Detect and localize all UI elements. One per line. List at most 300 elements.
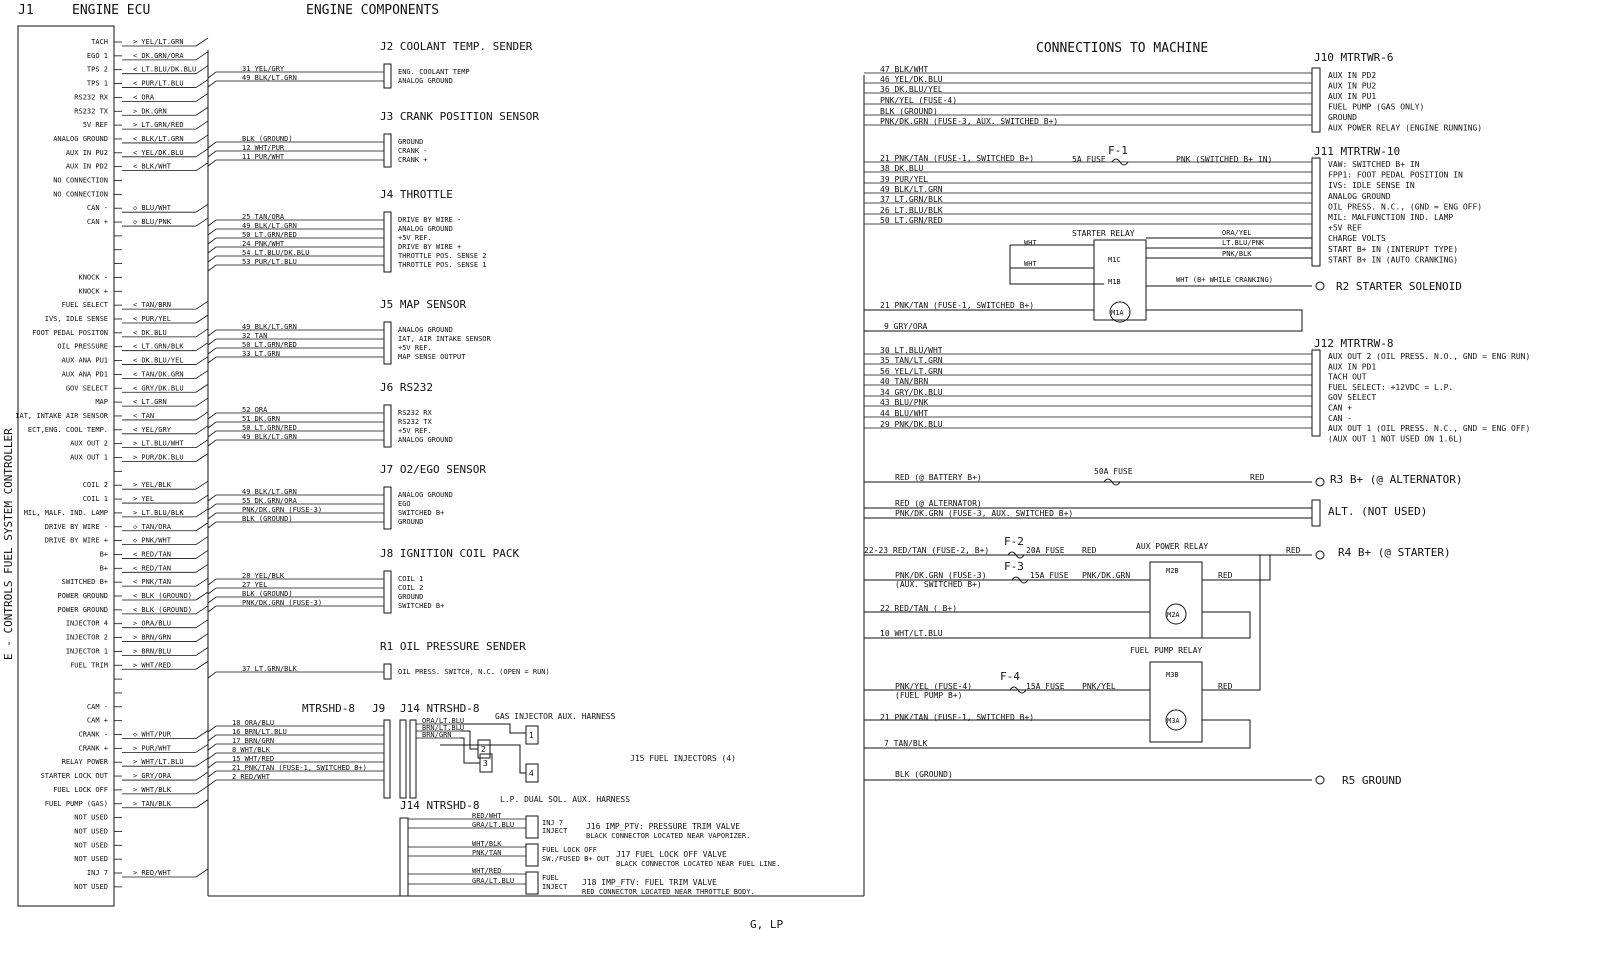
- j15-label: J15 FUEL INJECTORS (4): [630, 754, 736, 763]
- j12-pin: AUX OUT 2 (OIL PRESS. N.O., GND = ENG RUN): [1328, 352, 1531, 361]
- component-title: R1 OIL PRESSURE SENDER: [380, 640, 526, 653]
- m1a-label: M1A: [1111, 309, 1124, 317]
- component-wire: 32 TAN: [242, 332, 268, 340]
- fuse-5a-label: 5A FUSE: [1072, 155, 1106, 164]
- ecu-pin-label: CAM -: [86, 702, 108, 711]
- component-pin: GROUND: [398, 518, 424, 526]
- ecu-pin-wire: > WHT/BLK: [133, 785, 171, 794]
- component-pin: COIL 1: [398, 575, 424, 583]
- component-title: J5 MAP SENSOR: [380, 298, 467, 311]
- ecu-pin-label: DRIVE BY WIRE -: [44, 522, 108, 531]
- ecu-pin-wire: ◇ WHT/PUR: [133, 730, 171, 739]
- ecu-pin-label: AUX IN PU2: [65, 148, 108, 157]
- relay-wire-2: LT.BLU/PNK: [1222, 239, 1265, 247]
- footer-label: G, LP: [750, 918, 784, 931]
- component-connector: [384, 322, 391, 364]
- f3-label: F-3: [1004, 560, 1024, 573]
- j12-pin: GOV SELECT: [1328, 393, 1377, 403]
- component-wire: 49 BLK/LT.GRN: [242, 488, 297, 496]
- component-wire: 52 ORA: [242, 406, 268, 414]
- injector-right-wire: BRN/GRN: [422, 731, 452, 739]
- j18-label: J18 IMP_FTV: FUEL TRIM VALVE: [582, 878, 717, 887]
- pnk-dk-grn2-label: PNK/DK.GRN: [1082, 571, 1131, 580]
- component-pin: DRIVE BY WIRE -: [398, 216, 462, 224]
- component-title: J3 CRANK POSITION SENSOR: [380, 110, 539, 123]
- lower-wire: RED/WHT: [472, 812, 502, 820]
- j11-wire: 26 LT.BLU/BLK: [880, 206, 943, 215]
- fuse-15a2-label: 15A FUSE: [1026, 682, 1065, 691]
- alt-wire-2: PNK/DK.GRN (FUSE-3, AUX. SWITCHED B+): [895, 509, 1074, 518]
- component-connector: [384, 64, 391, 88]
- j14-label: J14 NTRSHD-8: [400, 702, 480, 715]
- ecu-pin-label: AUX OUT 2: [70, 439, 108, 448]
- ecu-pin-label: MIL, MALF. IND. LAMP: [23, 508, 108, 517]
- injector-wire: 17 BRN/GRN: [232, 737, 275, 745]
- component-wire: 49 BLK/LT.GRN: [242, 323, 297, 331]
- pnk-tan-label: 21 PNK/TAN (FUSE-1, SWITCHED B+): [880, 713, 1035, 722]
- j12-wire: 56 YEL/LT.GRN: [880, 367, 943, 376]
- component-pin: MAP SENSE OUTPUT: [398, 353, 466, 361]
- ecu-pin-label: COIL 1: [82, 495, 108, 504]
- ecu-pin-wire: < PUR/YEL: [133, 315, 171, 323]
- r2-label: R2 STARTER SOLENOID: [1336, 280, 1462, 293]
- f2-label: F-2: [1004, 535, 1024, 548]
- ecu-pin-label: SWITCHED B+: [61, 578, 108, 587]
- j10-connector: [1312, 68, 1320, 132]
- j14b-label: J14 NTRSHD-8: [400, 799, 480, 812]
- component-pin: ANALOG GROUND: [398, 225, 453, 233]
- component-wire: 27 YEL: [242, 581, 268, 589]
- pnk-yel2-label: PNK/YEL: [1082, 682, 1116, 691]
- component-wire: 50 LT.GRN/RED: [242, 424, 297, 432]
- component-title: J4 THROTTLE: [380, 188, 453, 201]
- j11-pin: ANALOG GROUND: [1328, 191, 1391, 201]
- ecu-pin-label: AUX IN PD2: [65, 162, 108, 171]
- component-wire: BLK (GROUND): [242, 515, 293, 523]
- component-pin: SWITCHED B+: [398, 509, 445, 517]
- component-pin: SWITCHED B+: [398, 602, 445, 610]
- ecu-pin-label: KNOCK -: [78, 273, 108, 282]
- ecu-pin-label: INJECTOR 4: [65, 619, 108, 628]
- j11-wire: 39 PUR/YEL: [880, 175, 929, 184]
- side-title: E - CONTROLS FUEL SYSTEM CONTROLLER: [2, 428, 15, 660]
- j1-label: J1: [18, 3, 34, 18]
- ecu-pin-label: INJECTOR 1: [65, 647, 108, 656]
- lower-wire: WHT/BLK: [472, 840, 502, 848]
- ecu-pin-label: CAM +: [86, 716, 108, 725]
- component-wire: 12 WHT/PUR: [242, 144, 285, 152]
- ecu-pin-label: GOV SELECT: [65, 384, 108, 393]
- m2b-label: M2B: [1166, 567, 1179, 575]
- r4-red-label: RED: [1082, 546, 1097, 555]
- ecu-pin-label: POWER GROUND: [57, 592, 108, 600]
- ecu-pin-label: MAP: [95, 398, 108, 407]
- fp-red-label: RED: [1218, 682, 1233, 691]
- component-wire: 54 LT.BLU/DK.BLU: [242, 249, 310, 257]
- aux-relay-label: AUX POWER RELAY: [1136, 542, 1209, 551]
- component-pin: RS232 TX: [398, 418, 432, 426]
- component-connector: [384, 134, 391, 167]
- component-pin: CRANK -: [398, 147, 428, 155]
- inj7-label: INJ 7: [542, 819, 564, 827]
- j11-wire: 49 BLK/LT.GRN: [880, 185, 943, 194]
- injector-2: 2: [481, 745, 486, 754]
- wht-b-label: WHT (B+ WHILE CRANKING): [1176, 276, 1273, 284]
- ecu-pin-label: FUEL TRIM: [70, 661, 108, 670]
- component-pin: ANALOG GROUND: [398, 436, 453, 444]
- aux-sw-label: (AUX. SWITCHED B+): [895, 580, 982, 589]
- ecu-pin-label: DRIVE BY WIRE +: [44, 536, 108, 545]
- m3a-label: M3A: [1167, 717, 1180, 725]
- component-wire: 49 BLK/LT.GRN: [242, 222, 297, 230]
- j17-label: J17 FUEL LOCK OFF VALVE: [616, 850, 727, 859]
- component-wire: 55 DK.GRN/ORA: [242, 497, 297, 505]
- component-pin: ANALOG GROUND: [398, 326, 453, 334]
- injector-wire: 16 BRN/LT.BLU: [232, 728, 287, 736]
- mtrshd-label: MTRSHD-8: [302, 702, 355, 715]
- component-pin: IAT, AIR INTAKE SENSOR: [398, 335, 491, 343]
- component-wire: 51 DK.GRN: [242, 415, 280, 423]
- component-wire: 49 BLK/LT.GRN: [242, 74, 297, 82]
- fuse-15a-label: 15A FUSE: [1030, 571, 1069, 580]
- tan-blk-label: 7 TAN/BLK: [884, 739, 928, 748]
- alt-label: ALT. (NOT USED): [1328, 505, 1428, 518]
- injector-wire: 21 PNK/TAN (FUSE-1, SWITCHED B+): [232, 764, 367, 772]
- ecu-pin-wire: > GRY/ORA: [133, 772, 171, 781]
- ecu-pin-wire: < DK.BLU/YEL: [133, 356, 184, 365]
- j11-wire: 21 PNK/TAN (FUSE-1, SWITCHED B+): [880, 154, 1035, 163]
- m3b-label: M3B: [1166, 671, 1179, 679]
- ecu-pin-label: RS232 RX: [74, 93, 108, 102]
- j9-label: J9: [372, 702, 386, 715]
- ecu-pin-wire: < PNK/TAN: [133, 578, 171, 587]
- component-title: J2 COOLANT TEMP. SENDER: [380, 40, 533, 53]
- j12-wire: 44 BLU/WHT: [880, 409, 929, 418]
- ecu-pin-wire: > WHT/LT.BLU: [133, 758, 184, 767]
- j11-pin: IVS: IDLE SENSE IN: [1328, 181, 1415, 191]
- component-wire: 33 LT.GRN: [242, 350, 280, 358]
- r4-red-label-2: RED: [1286, 546, 1301, 555]
- ecu-pin-wire: < DK.BLU: [133, 328, 167, 337]
- ecu-pin-wire: > BRN/BLU: [133, 647, 171, 656]
- ecu-pin-wire: < DK.GRN/ORA: [133, 51, 184, 60]
- ecu-pin-label: EGO 1: [86, 51, 108, 60]
- component-connector: [384, 571, 391, 613]
- component-pin: ENG. COOLANT TEMP: [398, 68, 470, 76]
- component-pin: THROTTLE POS. SENSE 1: [398, 261, 487, 269]
- ecu-pin-label: B+: [99, 564, 108, 573]
- ecu-pin-wire: < PUR/LT.BLU: [133, 79, 184, 88]
- machine-title: CONNECTIONS TO MACHINE: [1036, 41, 1209, 56]
- f1-label: F-1: [1108, 144, 1128, 157]
- component-connector: [384, 487, 391, 529]
- ecu-pin-label: RELAY POWER: [61, 758, 108, 767]
- j12-pin: FUEL SELECT: +12VDC = L.P.: [1328, 382, 1454, 392]
- ecu-pin-label: NO CONNECTION: [53, 190, 108, 199]
- component-pin: OIL PRESS. SWITCH, N.C. (OPEN = RUN): [398, 668, 550, 676]
- m2a-label: M2A: [1167, 611, 1180, 619]
- ecu-pin-label: TPS 2: [86, 65, 108, 74]
- j12-wire: 35 TAN/LT.GRN: [880, 356, 943, 365]
- ecu-pin-wire: > RED/WHT: [133, 869, 171, 877]
- component-pin: +5V REF.: [398, 344, 432, 352]
- fuel-pump-b-label: (FUEL PUMP B+): [895, 691, 963, 700]
- ecu-pin-label: 5V REF: [82, 121, 108, 130]
- ecu-pin-wire: > YEL: [133, 495, 155, 504]
- fuse-20a-label: 20A FUSE: [1026, 546, 1065, 555]
- relay-wire-1: ORA/YEL: [1222, 229, 1252, 237]
- component-pin: ANALOG GROUND: [398, 491, 453, 499]
- ecu-pin-wire: > LT.BLU/BLK: [133, 508, 184, 517]
- component-wire: 11 PUR/WHT: [242, 153, 285, 161]
- j12-pin: AUX OUT 1 (OIL PRESS. N.C., GND = ENG OFF): [1328, 424, 1531, 434]
- r4-wire-label: 22-23 RED/TAN (FUSE-2, B+): [864, 546, 990, 555]
- component-wire: 25 TAN/ORA: [242, 213, 285, 221]
- j10-wire: PNK/DK.GRN (FUSE-3, AUX. SWITCHED B+): [880, 117, 1059, 126]
- component-title: J6 RS232: [380, 381, 433, 394]
- j11-pin: START B+ IN (INTERUPT TYPE): [1328, 244, 1459, 254]
- ecu-pin-label: CRANK +: [78, 744, 108, 753]
- ecu-pin-label: INJECTOR 2: [65, 633, 108, 642]
- j11-wire: 50 LT.GRN/RED: [880, 216, 943, 225]
- j12-wire: 30 LT.BLU/WHT: [880, 346, 943, 355]
- ecu-pin-wire: > LT.GRN/RED: [133, 121, 184, 130]
- ecu-pin-wire: < TAN/BRN: [133, 301, 171, 310]
- ecu-pin-wire: > LT.BLU/WHT: [133, 439, 184, 448]
- j17b-label: BLACK CONNECTOR LOCATED NEAR FUEL LINE.: [616, 860, 781, 868]
- j12-pin: AUX IN PD1: [1328, 362, 1377, 372]
- component-wire: 37 LT.GRN/BLK: [242, 665, 297, 673]
- ecu-pin-wire: < YEL/GRY: [133, 425, 171, 434]
- component-connector: [384, 664, 391, 679]
- fuel-lock-label: FUEL LOCK OFF: [542, 846, 597, 854]
- mid-wire-2: 9 GRY/ORA: [884, 322, 928, 331]
- lower-wire: PNK/TAN: [472, 849, 502, 857]
- r2-terminal: [1316, 282, 1324, 290]
- ecu-pin-label: AUX ANA PU1: [61, 356, 108, 365]
- j12-pin: CAN -: [1328, 413, 1353, 423]
- component-wire: 50 LT.GRN/RED: [242, 341, 297, 349]
- j10-wire: BLK (GROUND): [880, 107, 938, 116]
- relay-wire-3: PNK/BLK: [1222, 250, 1252, 258]
- injector-wire: 15 WHT/RED: [232, 755, 275, 763]
- sw-fused-label: SW./FUSED B+ OUT: [542, 855, 610, 863]
- j11-pin: VAW: SWITCHED B+ IN: [1328, 160, 1420, 169]
- j10-wire: PNK/YEL (FUSE-4): [880, 96, 958, 105]
- injector-right-wire: BRN/LT.BLU: [422, 724, 465, 732]
- ecu-pin-label: ECT,ENG. COOL TEMP.: [27, 425, 108, 434]
- ecu-title: ENGINE ECU: [72, 3, 151, 18]
- pnk-switched-label: PNK (SWITCHED B+ IN): [1176, 155, 1273, 164]
- j10-pin: AUX IN PU1: [1328, 92, 1377, 101]
- ecu-pin-label: IAT, INTAKE AIR SENSOR: [15, 411, 108, 420]
- pnk-yel-label: PNK/YEL (FUSE-4): [895, 682, 973, 691]
- ecu-pin-wire: > PUR/WHT: [133, 744, 171, 753]
- r3-label: R3 B+ (@ ALTERNATOR): [1330, 473, 1463, 486]
- components-title: ENGINE COMPONENTS: [306, 3, 440, 18]
- ecu-pin-label: AUX ANA PD1: [61, 370, 108, 379]
- inject2-label: INJECT: [542, 883, 568, 891]
- injector-wire: 2 RED/WHT: [232, 773, 270, 781]
- injector-1: 1: [529, 731, 534, 740]
- j11-wire: 38 DK.BLU: [880, 164, 924, 173]
- ecu-pin-label: NOT USED: [74, 813, 108, 822]
- j11-pin: +5V REF: [1328, 223, 1362, 233]
- component-wire: 53 PUR/LT.BLU: [242, 258, 297, 266]
- f4-label: F-4: [1000, 670, 1020, 683]
- ecu-pin-wire: > YEL/BLK: [133, 481, 171, 490]
- component-pin: RS232 RX: [398, 409, 432, 417]
- j16b-label: BLACK CONNECTOR LOCATED NEAR VAPORIZER.: [586, 832, 751, 840]
- component-wire: 31 YEL/GRY: [242, 65, 285, 73]
- lower-wire: GRA/LT.BLU: [472, 877, 515, 885]
- component-pin: COIL 2: [398, 584, 424, 592]
- j11-pin: START B+ IN (AUTO CRANKING): [1328, 255, 1459, 265]
- alt-connector: [1312, 500, 1320, 526]
- component-wire: 24 PNK/WHT: [242, 240, 285, 248]
- ecu-pin-label: COIL 2: [82, 481, 108, 490]
- m1b-label: M1B: [1108, 278, 1121, 286]
- gas-harness-label: GAS INJECTOR AUX. HARNESS: [495, 712, 616, 721]
- ecu-pin-wire: < RED/TAN: [133, 550, 171, 559]
- ecu-pin-wire: < TAN: [133, 411, 155, 420]
- wht-lt-blu-label: 10 WHT/LT.BLU: [880, 629, 943, 638]
- component-title: J7 O2/EGO SENSOR: [380, 463, 486, 476]
- ecu-pin-list: [15, 38, 208, 891]
- ecu-pin-wire: < GRY/DK.BLU: [133, 384, 184, 393]
- engine-components: [208, 40, 550, 679]
- component-pin: THROTTLE POS. SENSE 2: [398, 252, 487, 260]
- ecu-pin-wire: < LT.GRN: [133, 398, 167, 407]
- ecu-pin-label: NOT USED: [74, 827, 108, 836]
- ecu-pin-wire: < BLK/WHT: [133, 162, 171, 171]
- starter-relay-label: STARTER RELAY: [1072, 229, 1135, 238]
- ecu-pin-wire: > ORA/BLU: [133, 619, 171, 628]
- ecu-pin-label: TACH: [91, 38, 108, 46]
- wht-label-2: WHT: [1024, 260, 1037, 268]
- j12-title: J12 MTRTRW-8: [1314, 337, 1394, 350]
- fuel-pump-relay-label: FUEL PUMP RELAY: [1130, 646, 1203, 655]
- ecu-pin-wire: < BLK/LT.GRN: [133, 134, 184, 143]
- component-wire: 50 LT.GRN/RED: [242, 231, 297, 239]
- j11-pin: CHARGE VOLTS: [1328, 234, 1386, 244]
- j12-pin: (AUX OUT 1 NOT USED ON 1.6L): [1328, 434, 1463, 444]
- r5-label: R5 GROUND: [1342, 774, 1402, 787]
- lp-harness-label: L.P. DUAL SOL. AUX. HARNESS: [500, 795, 631, 804]
- wht-label-1: WHT: [1024, 239, 1037, 247]
- ecu-pin-wire: > PUR/DK.BLU: [133, 453, 184, 462]
- ecu-pin-label: FUEL LOCK OFF: [53, 785, 108, 794]
- component-connector: [384, 212, 391, 272]
- j10-wire: 46 YEL/DK.BLU: [880, 75, 943, 84]
- component-connector: [384, 405, 391, 447]
- r3-terminal: [1316, 478, 1324, 486]
- ecu-pin-label: INJ 7: [86, 869, 108, 877]
- ecu-pin-label: POWER GROUND: [57, 605, 108, 614]
- j12-wire: 34 GRY/DK.BLU: [880, 388, 943, 397]
- j12-wire: 40 TAN/BRN: [880, 377, 929, 386]
- j11-pin: MIL: MALFUNCTION IND. LAMP: [1328, 213, 1454, 222]
- ecu-pin-wire: > YEL/LT.GRN: [133, 38, 184, 46]
- injector-section: [208, 702, 780, 896]
- red-tan-label: 22 RED/TAN ( B+): [880, 604, 958, 613]
- component-pin: +5V REF.: [398, 234, 432, 242]
- m1c-label: M1C: [1108, 256, 1121, 264]
- ecu-pin-label: TPS 1: [86, 79, 108, 88]
- fuel-label: FUEL: [542, 874, 559, 882]
- ecu-pin-wire: ◇ BLU/WHT: [133, 204, 171, 213]
- ecu-pin-wire: < TAN/DK.GRN: [133, 370, 184, 379]
- lower-wire: WHT/RED: [472, 867, 502, 875]
- ecu-pin-label: CRANK -: [78, 730, 108, 739]
- component-pin: GROUND: [398, 593, 424, 601]
- pnk-dk-grn-label: PNK/DK.GRN (FUSE-3): [895, 571, 987, 580]
- injector-wire: 8 WHT/BLK: [232, 746, 270, 754]
- j11-connector: [1312, 158, 1320, 266]
- j10-pin: FUEL PUMP (GAS ONLY): [1328, 102, 1425, 112]
- j10-title: J10 MTRTWR-6: [1314, 51, 1394, 64]
- ecu-pin-wire: ◇ PNK/WHT: [133, 536, 171, 545]
- ecu-pin-label: KNOCK +: [78, 287, 108, 296]
- ecu-pin-wire: < YEL/DK.BLU: [133, 148, 184, 157]
- component-pin: EGO: [398, 500, 411, 508]
- ecu-pin-label: NOT USED: [74, 855, 108, 864]
- j12-pin: TACH OUT: [1328, 372, 1367, 382]
- injector-wire: 18 ORA/BLU: [232, 719, 275, 727]
- j10-pin: AUX POWER RELAY (ENGINE RUNNING): [1328, 123, 1483, 133]
- ecu-pin-wire: ◇ TAN/ORA: [133, 522, 171, 531]
- ecu-pin-label: B+: [99, 550, 108, 559]
- ecu-pin-wire: > DK.GRN: [133, 107, 167, 116]
- component-pin: +5V REF.: [398, 427, 432, 435]
- fuse-50a-label: 50A FUSE: [1094, 467, 1133, 476]
- ecu-pin-wire: < BLK (GROUND): [133, 605, 193, 614]
- ecu-pin-wire: > WHT/RED: [133, 661, 171, 670]
- j11-pin: FPP1: FOOT PEDAL POSITION IN: [1328, 170, 1463, 180]
- j11-pin: OIL PRESS. N.C., (GND = ENG OFF): [1328, 202, 1483, 212]
- j12-pin: CAN +: [1328, 403, 1353, 413]
- component-pin: GROUND: [398, 138, 424, 146]
- j11-title: J11 MTRTRW-10: [1314, 145, 1401, 158]
- ecu-pin-label: FUEL SELECT: [61, 301, 108, 310]
- j10-wire: 47 BLK/WHT: [880, 65, 929, 74]
- j10-pin: AUX IN PD2: [1328, 71, 1377, 80]
- component-wire: PNK/DK.GRN (FUSE-3): [242, 506, 323, 514]
- r3-red-label: RED: [1250, 473, 1265, 482]
- j12-connector: [1312, 350, 1320, 436]
- j18b-label: RED CONNECTOR LOCATED NEAR THROTTLE BODY.: [582, 888, 755, 896]
- j11-wire: 37 LT.GRN/BLK: [880, 195, 943, 204]
- j10-pin: GROUND: [1328, 113, 1357, 122]
- ecu-pin-label: OIL PRESSURE: [57, 342, 108, 351]
- ecu-pin-label: NOT USED: [74, 882, 108, 891]
- ecu-pin-label: CAN +: [86, 218, 108, 227]
- ecu-pin-label: FOOT PEDAL POSITON: [32, 328, 108, 337]
- ecu-pin-label: NO CONNECTION: [53, 176, 108, 185]
- ecu-pin-label: IVS, IDLE SENSE: [44, 315, 108, 323]
- component-pin: ANALOG GROUND: [398, 77, 453, 85]
- r4-label: R4 B+ (@ STARTER): [1338, 546, 1451, 559]
- aux-red-label: RED: [1218, 571, 1233, 580]
- injector-right-wire: ORA/LT.BLU: [422, 717, 465, 725]
- mid-wire-1: 21 PNK/TAN (FUSE-1, SWITCHED B+): [880, 301, 1035, 310]
- injector-4: 4: [529, 769, 534, 778]
- component-wire: 49 BLK/LT.GRN: [242, 433, 297, 441]
- component-wire: PNK/DK.GRN (FUSE-3): [242, 599, 323, 607]
- blk-ground-label: BLK (GROUND): [895, 770, 953, 779]
- ecu-pin-wire: < BLK (GROUND): [133, 592, 193, 600]
- inject-label: INJECT: [542, 827, 568, 835]
